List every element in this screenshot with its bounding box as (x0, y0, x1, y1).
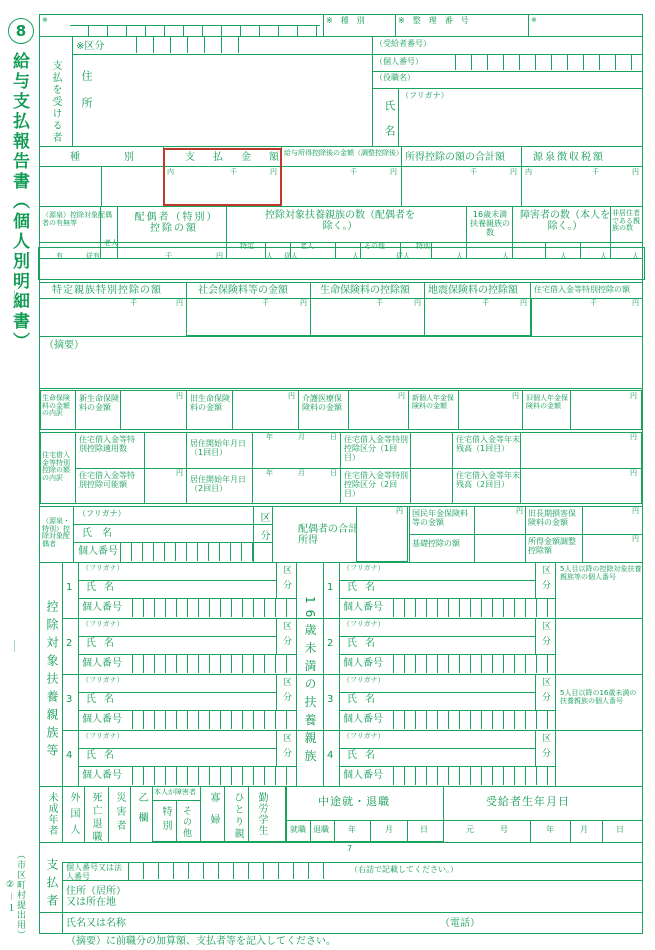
remarks-label: （摘要） (44, 340, 84, 351)
dependent-category: 区分 (281, 565, 291, 595)
dependent-mynumber: 個人番号 (82, 770, 122, 781)
dependent-category: 区分 (281, 677, 291, 707)
under16-label: 16歳未満扶養親族の数 (470, 210, 510, 237)
spouse-flag-label: （源泉）控除対象配偶者の有無等 (42, 211, 112, 227)
possible-amount-label: 住宅借入金等特別控除可能額 (79, 471, 135, 489)
spouse-category: 区分 (258, 512, 269, 548)
spouse-yen: 円 (216, 252, 223, 260)
dependent-mynumber: 個人番号 (82, 602, 122, 613)
flag-other: その他 (181, 806, 191, 839)
life-yen-2: 円 (288, 392, 295, 400)
dependent-row-number: 1 (66, 582, 73, 593)
after-yen: 円 (390, 168, 397, 176)
payer-number-label: 個人番号又は法人番号 (66, 863, 122, 881)
birth-era-year: 号 (500, 825, 508, 834)
person-1: 人 (266, 252, 273, 260)
dependent-row-number: 2 (327, 638, 334, 649)
dependent-row-number: 3 (327, 694, 334, 705)
flag-otsu: 乙欄 (136, 792, 147, 832)
form-title: 給与支払報告書（個人別明細書） (9, 52, 29, 352)
life-yen-5: 円 (630, 392, 637, 400)
dependent-name: 氏名 (347, 638, 383, 649)
withhold-yen: 円 (632, 168, 639, 176)
row-divider (535, 618, 536, 654)
form-number: 8 (15, 22, 27, 40)
dependent-name: 氏名 (86, 750, 122, 761)
header-mark: ※ (42, 16, 48, 24)
national-pension: 国民年金保険料等の金額 (412, 509, 468, 527)
old-long-term: 旧長期損害保険料の金額 (528, 509, 576, 527)
h-yen-1: 円 (176, 469, 183, 477)
row-line (339, 692, 535, 693)
specific-relative-label: 特定親族特別控除の額 (52, 285, 162, 296)
row-line (339, 636, 535, 637)
life-label: 生命保険料の控除額 (320, 285, 410, 296)
sp-yen-1: 円 (396, 507, 403, 515)
person-4: 従人 (396, 252, 410, 260)
row-divider (78, 730, 79, 786)
flag-hire: 就職 (290, 825, 306, 834)
ward-label: ※区分 (76, 41, 105, 52)
dependent-category: 区分 (281, 621, 291, 651)
spouse-total-income: 配偶者の合計所得 (298, 524, 358, 546)
payer-number-cells (129, 863, 329, 879)
person-8: 人 (600, 252, 607, 260)
dependent-mynumber: 個人番号 (343, 658, 383, 669)
ins-thousand-3: 千 (376, 299, 383, 307)
under16-section-label: 16歳未満の扶養親族 (303, 596, 317, 768)
h-yen-3: 円 (630, 469, 637, 477)
dependent-row-number: 4 (327, 750, 334, 761)
dependent-name: 氏名 (86, 694, 122, 705)
person-3: 人 (352, 252, 359, 260)
page-code: ②－１ (5, 880, 15, 915)
payment-label: 支 払 金 額 (185, 152, 283, 163)
payment-amount-highlight (163, 148, 282, 206)
dependent-number-cells (383, 767, 553, 785)
dependent-number-cells (383, 655, 553, 673)
spouse-section-label: （源泉・特別）控除対象配偶者 (42, 517, 70, 549)
row-line (78, 580, 276, 581)
dependent-number-cells (122, 655, 294, 673)
row-divider (339, 674, 340, 730)
dependent-number-cells (122, 767, 294, 785)
extra-note-2: 5人目以降の16歳未満の扶養親族の個人番号 (560, 689, 637, 705)
form-number-badge (8, 18, 34, 44)
side-note: （市区町村提出用） (15, 850, 25, 940)
insurance-group (186, 298, 532, 336)
dependent-mynumber: 個人番号 (82, 714, 122, 725)
category-1-label: 住宅借入金等特別控除区分（1回目） (344, 435, 408, 462)
new-pension-label: 新個人年金保険料の金額 (412, 394, 454, 410)
row-divider (535, 730, 536, 766)
birth-era: 元 (466, 825, 474, 834)
header-serial: ※ 整 理 番 号 (398, 16, 469, 25)
dependent-number-cells (122, 599, 294, 617)
deduct-yen: 円 (510, 168, 517, 176)
applicable-count-label: 住宅借入金等特別控除適用数 (79, 435, 135, 453)
old-life-label: 旧生命保険料の金額 (190, 394, 230, 412)
recipient-no-label: （受給者番号） (375, 39, 431, 48)
care-label: 介護医療保険料の金額 (302, 394, 342, 412)
dependent-row-number: 1 (327, 582, 334, 593)
spouse-furigana: （フリガナ） (78, 509, 126, 518)
payer-phone-label: （電話） (440, 918, 480, 929)
dependent-category: 区分 (540, 565, 550, 595)
row-divider (78, 562, 79, 618)
header-mark-2: ※ (531, 16, 537, 24)
dependent-name: 氏名 (347, 582, 383, 593)
deduct-thousand: 千 (470, 168, 477, 176)
payer-address-label: 住所（居所）又は所在地 (66, 886, 126, 908)
person-9: 人 (632, 252, 639, 260)
my-number-label: （個人番号） (375, 57, 423, 66)
birth-year: 年 (546, 825, 554, 834)
dependent-furigana: （フリガナ） (82, 564, 124, 572)
name-label: 氏名 (383, 100, 396, 150)
spouse-thousand: 千 (165, 252, 172, 260)
dependent-furigana: （フリガナ） (82, 620, 124, 628)
dependent-mynumber: 個人番号 (343, 714, 383, 725)
payment-yen: 円 (270, 168, 277, 176)
binding-marks (14, 290, 21, 302)
row-divider (535, 562, 536, 598)
dependent-count-group (38, 247, 645, 280)
spouse-number-cells (121, 543, 253, 561)
housing-label: 住宅借入金等特別控除の額 (534, 285, 630, 294)
row-divider (78, 674, 79, 730)
flag-working-student: 勤労学生 (256, 792, 267, 836)
sp-yen-4: 円 (632, 535, 639, 543)
income-adjust: 所得金額調整控除額 (528, 537, 576, 555)
h-day-1: 日 (330, 433, 337, 441)
dependent-number-cells (122, 711, 294, 729)
extra-note-1: 5人目以降の控除対象扶養親族等の個人番号 (560, 565, 642, 581)
sp-yen-3: 円 (632, 507, 639, 515)
row-divider (276, 618, 277, 654)
dependent-count-label: 控除対象扶養親族の数（配偶者を除く。） (265, 210, 415, 232)
dependent-mynumber: 個人番号 (343, 602, 383, 613)
payment-thousand: 千 (230, 168, 237, 176)
flag-death-retire: 死亡退職 (90, 792, 101, 844)
h-year-1: 年 (266, 433, 273, 441)
person-6: 人 (502, 252, 509, 260)
h-month-2: 月 (298, 469, 305, 477)
spouse-mynumber: 個人番号 (78, 546, 118, 557)
dependent-furigana: （フリガナ） (343, 676, 385, 684)
dependent-row-number: 4 (66, 750, 73, 761)
row-line (339, 580, 535, 581)
mid-seven: 7 (347, 844, 353, 853)
binding-marks (14, 640, 21, 652)
dependent-name: 氏名 (347, 750, 383, 761)
balance-1-label: 住宅借入金等年末残高（1回目） (456, 435, 520, 453)
withhold-thousand: 千 (592, 168, 599, 176)
type-label: 種 別 (70, 152, 142, 163)
payer-name-label: 氏名又は名称 (66, 918, 126, 929)
h-month-1: 月 (298, 433, 305, 441)
category-2-label: 住宅借入金等特別控除区分（2回目） (344, 471, 408, 498)
row-line (78, 692, 276, 693)
dependent-category: 区分 (540, 677, 550, 707)
row-line (78, 636, 276, 637)
ins-thousand-4: 千 (482, 299, 489, 307)
new-life-label: 新生命保険料の金額 (79, 394, 119, 412)
dependent-row-number: 2 (66, 638, 73, 649)
dependent-category: 区分 (281, 733, 291, 763)
mid-year: 年 (348, 825, 356, 834)
birth-month: 月 (580, 825, 588, 834)
dependent-mynumber: 個人番号 (343, 770, 383, 781)
start-date-1-label: 居住開始年月日（1回目） (190, 439, 246, 457)
dependent-category: 区分 (540, 621, 550, 651)
ins-thousand-1: 千 (130, 299, 137, 307)
nonresident-label: 非居住者である親族の数 (612, 209, 640, 233)
person-5: 人 (456, 252, 463, 260)
h-day-2: 日 (330, 469, 337, 477)
basic-deduction: 基礎控除の額 (412, 539, 460, 548)
row-divider (339, 562, 340, 618)
flag-minor: 未成年者 (46, 792, 57, 836)
dependents-section-label: 控除対象扶養親族等 (45, 600, 59, 762)
dependent-furigana: （フリガナ） (343, 620, 385, 628)
spouse-name: 氏名 (82, 528, 122, 539)
special-label: 特定 (240, 242, 254, 250)
row-divider (276, 730, 277, 766)
old-pension-label: 旧個人年金保険料の金額 (526, 394, 568, 410)
ins-thousand-5: 千 (590, 299, 597, 307)
after-deduction-label: 給与所得控除後の金額（調整控除後） (284, 149, 403, 157)
row-line (339, 748, 535, 749)
old-label: 老人 (104, 239, 118, 247)
life-yen-3: 円 (398, 392, 405, 400)
row-divider (339, 730, 340, 786)
ins-yen-1: 円 (176, 299, 183, 307)
dependent-row-number: 3 (66, 694, 73, 705)
recipient-label: 支払を受ける者 (50, 60, 61, 144)
life-yen-4: 円 (512, 392, 519, 400)
row-divider (339, 618, 340, 674)
other-label: その他 (364, 242, 385, 250)
ins-yen-2: 円 (300, 299, 307, 307)
flag-disabled-head: 本人が障害者 (154, 788, 196, 796)
quake-label: 地震保険料の控除額 (428, 285, 518, 296)
dependent-number-cells (383, 599, 553, 617)
row-divider (276, 562, 277, 598)
furigana-label: （フリガナ） (401, 91, 449, 100)
dependent-name: 氏名 (86, 638, 122, 649)
ins-thousand-2: 千 (262, 299, 269, 307)
flag-widow: 寡婦 (208, 792, 219, 836)
sp-yen-2: 円 (516, 507, 523, 515)
ward-cells (120, 37, 240, 53)
dependent-furigana: （フリガナ） (343, 564, 385, 572)
spouse-deduction-label: 配偶者（特別）控除の額 (134, 212, 214, 234)
row-divider (276, 674, 277, 710)
payer-label: 支払者 (45, 858, 59, 912)
housing-side-label: 住宅借入金等特別控除の額の内訳 (42, 451, 70, 483)
balance-2-label: 住宅借入金等年末残高（2回目） (456, 471, 520, 489)
mid-month: 月 (385, 825, 393, 834)
dependent-furigana: （フリガナ） (82, 732, 124, 740)
birth-label: 受給者生年月日 (486, 795, 570, 808)
header-cells (70, 25, 320, 37)
h-year-2: 年 (266, 469, 273, 477)
subordinate-mark: 従有 (86, 252, 100, 260)
life-yen-1: 円 (176, 392, 183, 400)
withhold-inner: 内 (525, 168, 532, 176)
footer-note: （摘要）に前職分の加算額、支払者等を記入してください。 (66, 936, 336, 947)
flag-disaster: 災害者 (114, 792, 125, 834)
header-kind: ※ 種 別 (326, 16, 365, 25)
ins-yen-4: 円 (520, 299, 527, 307)
ins-yen-5: 円 (632, 299, 639, 307)
mid-day: 日 (420, 825, 428, 834)
person-2: 従人 (284, 252, 298, 260)
dependent-furigana: （フリガナ） (343, 732, 385, 740)
dependent-number-cells (383, 711, 553, 729)
life-side-label: 生命保険料の金額の内訳 (42, 394, 70, 418)
midyear-label: 中途就・退職 (318, 795, 390, 808)
flag-retire: 退職 (313, 825, 329, 834)
flag-foreigner: 外国人 (68, 792, 79, 840)
start-date-2-label: 居住開始年月日（2回目） (190, 475, 246, 493)
h-yen-2: 円 (630, 433, 637, 441)
row-divider (535, 674, 536, 710)
dependent-furigana: （フリガナ） (82, 676, 124, 684)
payment-inner: 内 (167, 168, 174, 176)
special2-label: 特別 (416, 242, 430, 250)
deduction-total-label: 所得控除の額の合計額 (405, 152, 505, 163)
person-7: 人 (560, 252, 567, 260)
after-thousand: 千 (350, 168, 357, 176)
flag-special: 特別 (160, 806, 171, 834)
ins-yen-3: 円 (414, 299, 421, 307)
withholding-label: 源泉徴収税額 (533, 152, 605, 163)
disabled-label: 障害者の数（本人を除く。） (520, 210, 610, 232)
yes-mark: 有 (56, 252, 63, 260)
payer-right-note: （右詰で記載してください。） (350, 865, 458, 874)
elderly-label: 老人 (300, 242, 314, 250)
row-divider (78, 618, 79, 674)
row-line (78, 748, 276, 749)
address-label: 住所 (80, 70, 93, 124)
dependent-name: 氏名 (86, 582, 122, 593)
recipient-no-cells (440, 55, 640, 70)
dependent-mynumber: 個人番号 (82, 658, 122, 669)
position-label: （役職名） (375, 73, 415, 82)
dependent-category: 区分 (540, 733, 550, 763)
flag-single-parent: ひとり親 (232, 792, 243, 840)
social-label: 社会保険料等の金額 (198, 285, 288, 296)
dependent-name: 氏名 (347, 694, 383, 705)
birth-day: 日 (616, 825, 624, 834)
